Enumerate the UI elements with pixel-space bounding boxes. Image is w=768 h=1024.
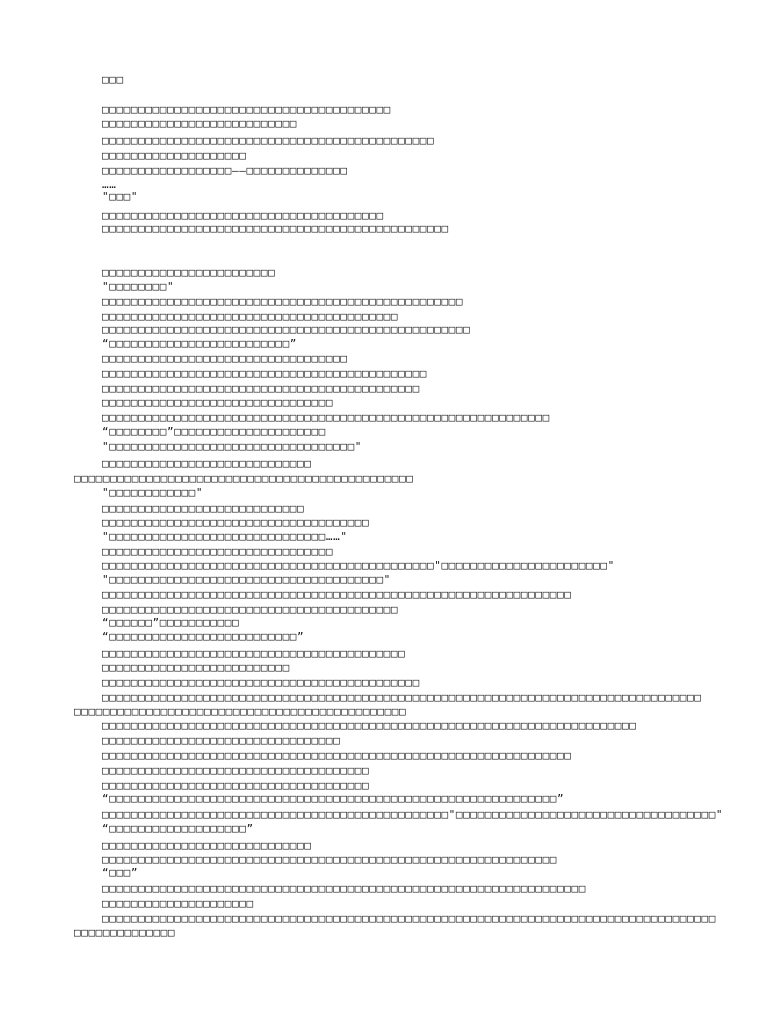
text-line: □□□□□□□□□□□□□□□□□□□□□□□□□□□□□□□□□□□□□□□□	[102, 103, 391, 116]
text-line: “□□□□□□□□□□□□□□□□□□□□□□□□□□□□□□□□□□□□□□□□□□□□□□□□□□□□□□□□□□□□□□”	[102, 792, 565, 805]
text-line: □□□□□□□□□□□□□□□□□□□□□□□□□□□□□□□□□□□□□□□□□	[102, 603, 399, 616]
text-line: □□□□□□□□□□□□□□□□□□□□□□□□□□□□□□□□□□□□□□□□□□□□□□□□	[102, 222, 449, 235]
text-line: □□□□□□□□□□□□□□□□□□□□□□□□□□□□□□□□□□□□□□□	[102, 209, 384, 222]
text-line: □□□□□□□□□□□□□□□□□□□□□□□□□□□□□□□□□□□□□□□□□□□□□□□□□□□□□□□□□□□□□□	[102, 411, 550, 424]
text-line: □□□□□□□□□□□□□□□□□□□□□□□□□□□□□□□□□□□□□□□□□□□□□□□□□□□	[102, 323, 471, 336]
text-line: □□□□□□□□□□□□□□□□□□□□□□□□□□□□□□□□□□□□□□□□□□□□□□□□□□□□□□□□□□□□□□□□□□□□□□□□□□□□□□□□□□□□□	[102, 912, 716, 925]
text-line: "□□□□□□□□□□□□□□□□□□□□□□□□□□□□□□□□□□"	[102, 440, 363, 453]
text-line: "□□□□□□□□"	[102, 280, 175, 293]
text-line: □□□□□□□□□□□□□□□□□□□□□□□□□□□□□□□□□□□□□□□□□□□□□□□□□□□□□□□□□□□□□□□□□□□	[102, 882, 586, 895]
text-line: “□□□□□□□□□□□□□□□□□□□□□□□□□”	[102, 337, 298, 350]
text-line: □□□□□□□□□□□□□□□□□□□□□□□□	[102, 266, 276, 279]
text-line: □□□□□□□□□□□□□□□□□□□□□□□□□□□	[102, 117, 298, 130]
text-line: “□□□□□□”□□□□□□□□□□□	[102, 616, 240, 629]
text-line: “□□□□□□□□”□□□□□□□□□□□□□□□□□□□□□	[102, 425, 326, 438]
text-line: “□□□□□□□□□□□□□□□□□□□”	[102, 822, 254, 835]
text-line: □□□□□□□□□□□□□□□□□□□□□□□□□□□□□□□□□□□□□□□□□□□□□□□□□□	[102, 295, 464, 308]
text-line: □□□□□□□□□□□□□□□□□□□□□□□□□□□□□	[102, 839, 312, 852]
text-line: □□□□□□□□□□□□□□□□□□□□□□□□□□□□□□□□□□□□□	[102, 764, 370, 777]
text-line: □□□□□□□□□□□□□□□□□□□□□□□□□□□□□□□□□□□□□□□□□□□□□□□□□□□□□□□□□□□□□□□□□□□□□□□□□□□□□□□□□□□	[102, 691, 702, 704]
text-line: □□□□□□□□□□□□□□□□□□□□□□□□□□□□□□□□□	[102, 734, 341, 747]
text-line: □□□□□□□□□□□□□□□□□□□□	[102, 149, 247, 162]
text-line: ……	[102, 178, 117, 191]
text-line: □□□□□□□□□□□□□□□□□□□□□□□□□□□□□□□□	[102, 545, 334, 558]
text-line: □□□□□□□□□□□□□□□□□□□□□□□□□□□□□□□□□□□□□	[102, 779, 370, 792]
text-line: "□□□□□□□□□□□□□□□□□□□□□□□□□□□□□□……"	[102, 530, 348, 543]
text-line-flush: □□□□□□□□□□□□□□	[74, 926, 176, 939]
text-line: “□□□”	[102, 866, 139, 879]
text-line: □□□□□□□□□□□□□□□□□□□□□□□□□□□□□□□□□□□□□□□□□□□□	[102, 676, 420, 689]
text-line: □□□□□□□□□□□□□□□□□□□□□□□□□□□□	[102, 502, 305, 515]
text-line: □□□□□□□□□□□□□□□□□□□□□□□□□□□□□□□□□□□□□□□□□□□□□□□□□□□□□□□□□□□□□□□□□	[102, 588, 572, 601]
text-line: "□□□□□□□□□□□□"	[102, 486, 204, 499]
text-line: □□□□□□□□□□□□□□□□□□□□□□□□□□□□□□□□□□□□□□□□□□□□□□□□□□□□□□□□□□□□□□□	[102, 853, 558, 866]
text-line: □□□□□□□□□□□□□□□□□□□□□□□□□□	[102, 661, 290, 674]
text-line: □□□□□□□□□□□□□□□□□□□□□□□□□□□□□□□□	[102, 396, 334, 409]
text-line-flush: □□□□□□□□□□□□□□□□□□□□□□□□□□□□□□□□□□□□□□□□□□□□□□□	[74, 472, 414, 485]
text-line: □□□□□□□□□□□□□□□□□□□□□□□□□□□□□□□□□□□□□□□□□	[102, 310, 399, 323]
text-line: □□□□□□□□□□□□□□□□□□□□□□□□□□□□□□□□□□□□□□□□□□□□□	[102, 367, 428, 380]
text-line: □□□□□□□□□□□□□□□□□□□□□□□□□□□□□□□□□□□□□□□□□□	[102, 647, 406, 660]
document-heading: □□□	[102, 73, 124, 86]
text-line: □□□□□□□□□□□□□□□□□□□□□□□□□□□□□□□□□□□□□□□□□□□□□□□□□□□□□□□□□□□□□□□□□□□□□□□□□□	[102, 719, 637, 732]
text-line: □□□□□□□□□□□□□□□□□□□□□	[102, 897, 254, 910]
text-line: □□□□□□□□□□□□□□□□□□□□□□□□□□□□□	[102, 457, 312, 470]
text-line: "□□□"	[102, 190, 139, 203]
text-line: □□□□□□□□□□□□□□□□□□□□□□□□□□□□□□□□□□□□□□□□□□□□□□□□□□□□□□□□□□□□□□□□□	[102, 749, 572, 762]
text-line: □□□□□□□□□□□□□□□□□□□□□□□□□□□□□□□□□□□□□	[102, 516, 370, 529]
text-line: "□□□□□□□□□□□□□□□□□□□□□□□□□□□□□□□□□□□□□□"	[102, 573, 391, 586]
text-line: □□□□□□□□□□□□□□□□□□□□□□□□□□□□□□□□□□□□□□□□□□□□	[102, 382, 420, 395]
text-line: “□□□□□□□□□□□□□□□□□□□□□□□□□□”	[102, 630, 305, 643]
text-line: □□□□□□□□□□□□□□□□□□□□□□□□□□□□□□□□□□□□□□□□□□□□□□"□□□□□□□□□□□□□□□□□□□□□□□"	[102, 559, 615, 572]
text-line: □□□□□□□□□□□□□□□□□□□□□□□□□□□□□□□□□□	[102, 352, 348, 365]
text-line: □□□□□□□□□□□□□□□□□□□□□□□□□□□□□□□□□□□□□□□□□□□□□□	[102, 134, 435, 147]
text-line: □□□□□□□□□□□□□□□□□□□□□□□□□□□□□□□□□□□□□□□□□□□□□□□□"□□□□□□□□□□□□□□□□□□□□□□□□□□□□□□□□□□□□"	[102, 808, 724, 821]
text-line: □□□□□□□□□□□□□□□□□□——□□□□□□□□□□□□□□	[102, 164, 348, 177]
text-line-flush: □□□□□□□□□□□□□□□□□□□□□□□□□□□□□□□□□□□□□□□□□□□□□□	[74, 705, 407, 718]
